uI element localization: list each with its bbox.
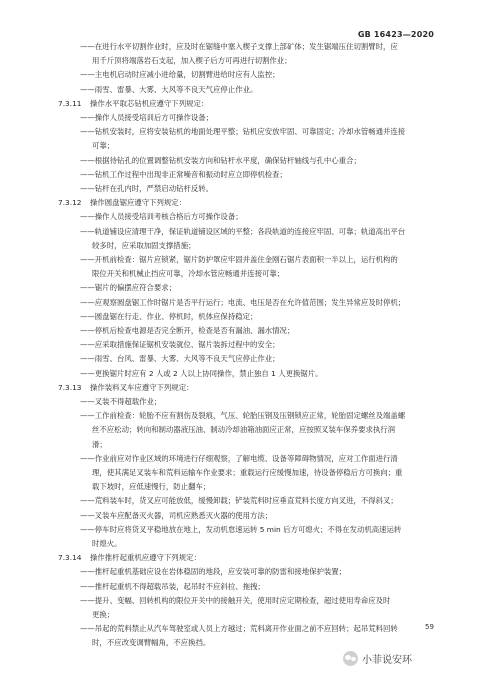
list-item-continuation: 限位开关和机械止挡应可靠，冷却水管应畅通并连接可靠； — [92, 269, 285, 279]
list-item: ——荒料装车时，货叉应可能放低，缓慢卸载；铲装荒料时应垂直荒料长度方向叉进，不得斜叉； — [80, 496, 398, 506]
list-item: ——根据待钻孔的位置调整钻机安装方向和钻杆水平度，确保钻杆轴线与孔中心重合； — [80, 155, 361, 165]
list-item: ——钻机安装时，应将安装钻机的地面处理平整；钻机应安放牢固、可靠固定；冷却水管畅通并连接 — [80, 127, 406, 137]
section-number: 7.3.11 — [58, 98, 82, 108]
list-item: ——在进行水平切割作业时，应及时在锯缝中塞入楔子支撑上部矿体；发生锯端压住切割臂时，应 — [80, 42, 398, 51]
list-item: ——叉装不得超载作业； — [80, 397, 162, 406]
wechat-icon — [343, 651, 358, 666]
section-heading — [58, 383, 438, 393]
list-item: ——雨雪、台风、雷暴、大雾、大风等不良天气应停止作业； — [80, 354, 280, 364]
section-title: 操作圆盘锯应遵守下列规定： — [90, 198, 187, 208]
list-item-continuation: 可靠； — [92, 141, 115, 151]
section-number: 7.3.13 — [58, 382, 82, 392]
list-item: ——推杆起重机不得超载吊装，起吊时不应斜拉、拖拽； — [80, 581, 265, 591]
section-number: 7.3.14 — [58, 553, 82, 563]
list-item: ——开机前检查：锯片应锁紧，锯片防护罩应牢固并盖住金刚石锯片表面积一半以上，运行机构的 — [80, 255, 398, 264]
list-item: ——停机后检查电源是否完全断开，检查是否有漏油、漏水情况； — [80, 326, 295, 335]
section-title: 操作装料叉车应遵守下列规定： — [90, 382, 194, 392]
section-title: 操作水平取芯钻机应遵守下列规定： — [90, 98, 209, 108]
section-heading — [58, 553, 438, 563]
list-item: ——吊起的荒料禁止从汽车驾驶室或人员上方越过；荒料离开作业面之前不应回转；起吊荒料回转 — [80, 624, 398, 634]
list-item: ——钻机工作过程中出现非正常噪音和振动时应立即停机检查； — [80, 169, 287, 179]
list-item: ——停车时应将货叉平稳地放在地上，发动机怠速运转 5 min 后方可熄火；不得在发动机高速运转 — [80, 524, 402, 534]
list-item-continuation: 较多时，应采取加固支撑措施； — [92, 240, 196, 250]
list-item: ——作业前应对作业区域的环境进行仔细观察，了解电缆、设备等障碍物情况，应对工作面进行清 — [80, 453, 398, 463]
list-item: ——叉装车应配备灭火器，司机应熟悉灭火器的使用方法； — [80, 510, 273, 520]
list-item: ——工作前检查：轮胎不应有割伤及裂痕，气压、轮胎压钢及压钢锁应正常，轮胎固定螺丝及端盖螺 — [80, 411, 406, 421]
list-item-continuation: 时熄火。 — [92, 539, 122, 548]
list-item: ——钻杆在孔内时，严禁启动钻杆反转。 — [80, 184, 214, 193]
list-item-continuation: 用千斤顶将端落岩石支起，加入楔子后方可再进行切割作业； — [92, 56, 292, 66]
list-item: ——应观察圆盘锯工作时锯片是否平行运行；电流、电压是否在允许值范围；发生异常应及时停机； — [80, 297, 406, 307]
section-heading — [58, 99, 438, 109]
page-number: 59 — [425, 623, 434, 631]
list-item: ——更换锯片时应有 2 人或 2 人以上协同操作，禁止独自 1 人更换锯片。 — [80, 368, 323, 378]
list-item: ——提升、变幅、回转机构的限位开关中的接触开关，使用时应定期检查，超过使用寿命应及时 — [80, 595, 391, 605]
list-item: ——操作人员接受培训考核合格后方可操作设备； — [80, 212, 243, 222]
watermark-text: 小菲说安环 — [362, 654, 412, 666]
list-item: ——轨道铺设应清理干净，保证轨道铺设区域的平整；各段轨道的连接应牢固、可靠；轨道高出平台 — [80, 226, 406, 236]
section-heading — [58, 198, 438, 208]
list-item-continuation: 更换； — [92, 610, 115, 619]
standard-number: GB 16423—2020 — [357, 30, 434, 39]
list-item-continuation: 滑； — [92, 439, 107, 449]
watermark — [343, 648, 412, 668]
list-item-continuation: 理，使其满足叉装车和荒料运输车作业要求；重载运行应缓慢加速，待设备停稳后方可换向；重 — [92, 468, 403, 477]
list-item: ——雨雪、雷暴、大雾、大风等不良天气应停止作业。 — [80, 84, 258, 94]
section-number: 7.3.12 — [58, 198, 82, 208]
list-item-continuation: 载下坡时，应低速慢行，防止翻车； — [92, 482, 211, 492]
section-title: 操作推杆起重机应遵守下列规定： — [90, 553, 201, 563]
list-item: ——圆盘锯在行走、作业、停机时，机体应保持稳定； — [80, 311, 258, 321]
list-item-continuation: 丝不应松动；转向和制动器液压油、制动冷却油箱油面应正常，应按照叉装车保养要求执行润 — [92, 425, 396, 435]
list-item: ——操作人员接受培训后方可操作设备； — [80, 113, 214, 122]
list-item-continuation: 时，不应改变调臂幅角，不应换挡。 — [92, 638, 211, 648]
list-item: ——应采取措施保证锯机安装就位、锯片装拆过程中的安全； — [80, 340, 280, 350]
list-item: ——主电机启动时应减小进给量，切割臂进给时应有人监控； — [80, 70, 280, 80]
list-item: ——推杆起重机基础应设在岩体稳固的地段，应安装可靠的防雷和接地保护装置； — [80, 567, 347, 577]
list-item: ——锯片的偏摆应符合要求； — [80, 283, 177, 293]
